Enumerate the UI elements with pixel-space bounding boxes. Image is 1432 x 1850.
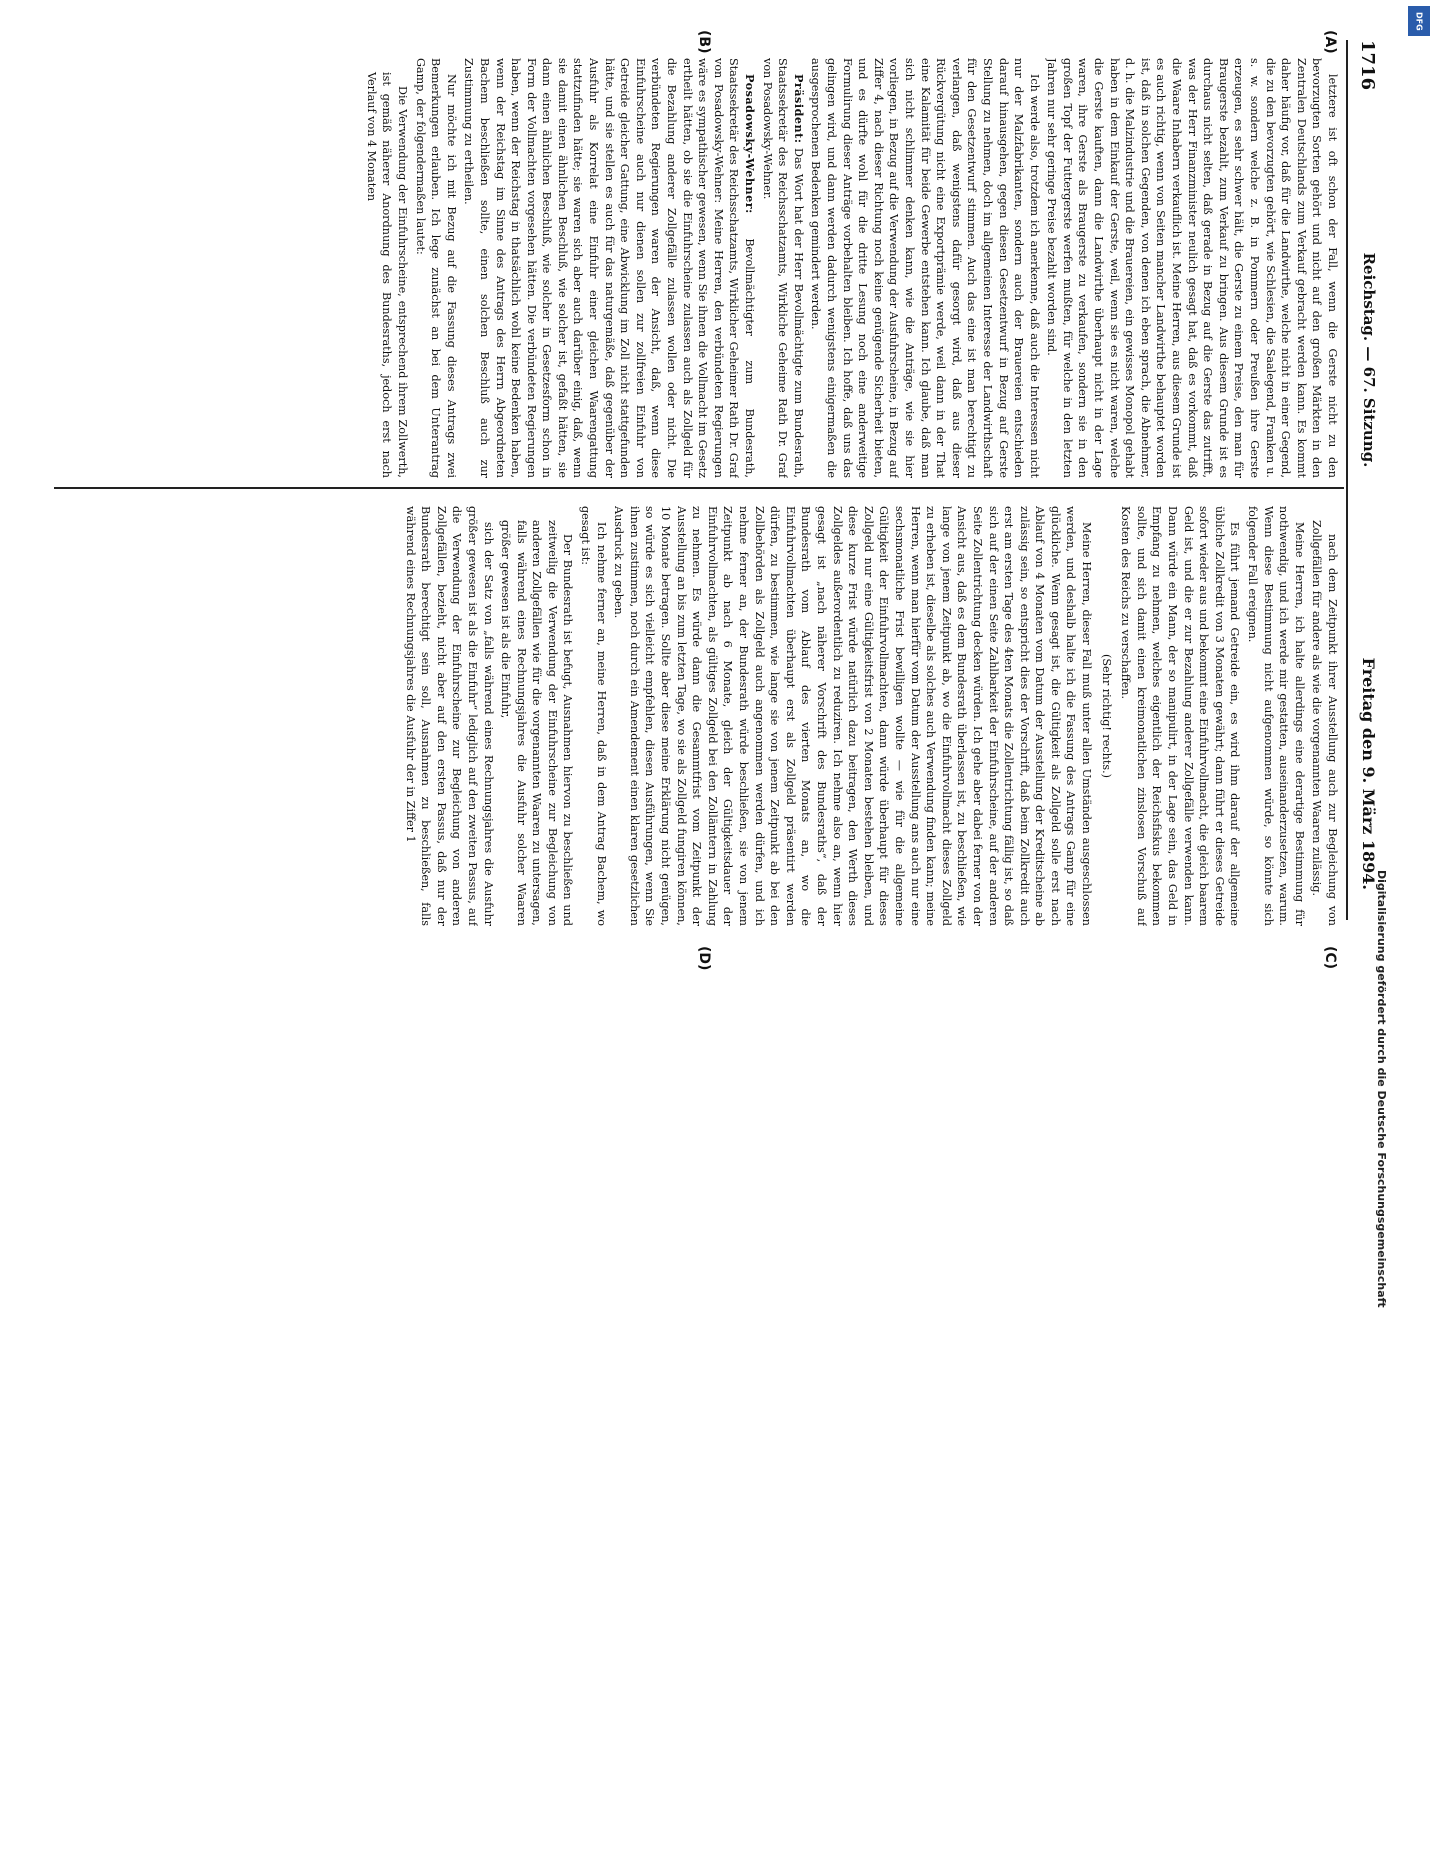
- sitting-date: Freitag den 9. März 1894.: [1359, 657, 1378, 890]
- speaker-name: Posadowsky-Wehner:: [743, 74, 758, 214]
- speaker-name: Präsident:: [791, 74, 806, 144]
- margin-marker-a: (A): [1322, 30, 1338, 54]
- paragraph-text: Die Verwendung der Einfuhrscheine, entsprechend ihrem Zollwerth, ist gemäß näherer Anordnung des Bundesraths, jedoch erst nach Verlauf von 4 Monaten: [364, 72, 409, 478]
- paragraph: [461, 58, 757, 478]
- interjection: [1098, 506, 1114, 926]
- paragraph-text: Ich nehme ferner an, meine Herren, daß in dem Antrag Bachem, wo gesagt ist:: [579, 506, 608, 926]
- paragraph-text: Meine Herren, ich halte allerdings eine derartige Bestimmung für nothwendig, und ich werde mir gestatten, auseinanderzusetzen, warum. Wenn diese Bestimmung nicht aufgenommen würde, so könnte sich folgender Fall ereignen.: [1246, 506, 1306, 926]
- margin-marker-b: (B): [696, 30, 712, 54]
- paragraph: [1044, 58, 1340, 478]
- paragraph: [808, 58, 1042, 478]
- digitization-credit: [1372, 870, 1392, 1850]
- paragraph-text: letztere ist oft schon der Fall, wenn die Gerste nicht zu den bevorzugten Sorten gehört und nicht auf den großen Märkten in den Zentralen Deutschlands zum Verkauf gebracht werden kann. Es kommt daher häufig vor, daß für die Landwirthe, welche nicht in einer Gegend, die zu den bevorzugten gehört, wie Schlesien, die Saalegend, Franken u. s. w. sondern welche z. B. in Pommern oder Preußen ihre Gerste erzeugen, es sehr schwer hält, die Gerste zu einem Preise, den man für Braugerste bezahlt, zum Verkauf zu bringen. Aus diesem Grunde ist es durchaus nicht selten, daß gerade in Bezug auf die Gerste das zutrifft, was der Herr Finanzminister neulich gesagt hat, daß es vorkommt, daß die Waare Inhabern verkauflich ist. Meine Herren, aus diesem Grunde ist es auch richtig, wenn von Seiten mancher Landwirthe behauptet worden ist, daß in solchen Gegenden, von denen ich eben sprach, die Abnehmer, d. h. die Malzindustrie und die Brauereien, ein gewisses Monopol gehabt haben in dem Einkauf der Gerste, weil, wenn sie es nicht waren, welche die Gerste kauften, dann die Landwirthe überhaupt nicht in der Lage waren, ihre Gerste als Braugerste zu verkaufen, sondern sie in den großen Topf der Futtergerste werfen mußten, für welche in den letzten Jahren nur sehr geringe Preise bezahlt worden sind.: [1045, 58, 1339, 478]
- paragraph-text: Nur möchte ich mit Bezug auf die Fassung dieses Antrags zwei Bemerkungen erlauben. Ich lege zunächst an bei dem Unterantrag Gamp, der folgendermaßen lautet:: [413, 58, 458, 478]
- quoted-text: [1309, 520, 1340, 926]
- paragraph: [611, 506, 1094, 926]
- margin-marker-d: (D): [696, 946, 712, 971]
- dfg-logo: DFG: [1408, 6, 1430, 36]
- paragraph-text: nach dem Zeitpunkt ihrer Ausstellung auch zur Begleichung von Zollgefällen für andere als wie die vorgenannten Waaren zulässig.: [1310, 520, 1339, 926]
- paragraph-text: Meine Herren, dieser Fall muß unter allen Umständen ausgeschlossen werden, und deshalb halte ich die Fassung des Antrags Gamp für eine glückliche. Wenn gesagt ist, die Gültigkeit als Zollgeld solle erst nach Ablauf von 4 Monaten vom Datum der Ausstellung der Kreditscheine ab zulässig sein, so entspricht dies der Vorschrift, daß beim Zollkredit auch erst am ersten Tage des 4ten Monats die Zollentrichtung fällig ist, so daß sich auf der einen Seite Zahlbarkeit der Einfuhrscheine, auf der anderen Seite Zollentrichtung decken würden. Ich gehe aber dabei ferner von der Ansicht aus, daß es dem Bundesrath überlassen ist, zu beschließen, wie lange von jenem Zeitpunkt ab, wo die Einfuhrvollmacht dieses Zollgeld zu erheben ist, dieselbe als solches auch Verwendung finden kann; meine Herren, wenn man hierfür vom Datum der Ausstellung ans auch nur eine sechsmonatliche Frist bewilligen wollte — wie für die allgemeine Gültigkeit der Einfuhrvollmachten, dann würde überhaupt für dieses Zollgeld nur eine Gültigkeitsfrist von 2 Monaten bestehen bleiben, und diese kurze Frist würde natürlich dazu beitragen, den Werth dieses Zollgeldes außerordentlich zu reduziren. Ich nehme also an, wenn hier gesagt ist „nach näherer Vorschrift des Bundesraths“, daß der Bundesrath vom Ablauf des vierten Monats an, wo die Einfuhrvollmachten überhaupt erst als Zollgeld präsentirt werden dürfen, zu bestimmen, wie lange sie von jenem Zeitpunkt ab bei den Zollbehörden als Zollgeld auch angenommen werden dürfen, und ich nehme ferner an, der Bundesrath würde beschließen, sie von jenem Zeitpunkt ab nach 6 Monate, gleich der Gültigkeitsdauer der Einfuhrvollmachten, als gültiges Zollgeld bei den Zollämtern in Zahlung zu nehmen. Es würde dann die Gesammtfrist vom Zeitpunkt der Ausstellung an bis zum letzten Tage, wo sie als Zollgeld fungiren können, 10 Monate betragen. Sollte aber diese meine Erklärung nicht genügen, so würde es sich vielleicht empfehlen, diesen Ausführungen, wenn Sie ihnen zustimmen, noch durch ein Amendement einen klaren gesetzlichen Ausdruck zu geben.: [612, 506, 1094, 926]
- paragraph: [402, 506, 496, 926]
- paragraph: [412, 58, 459, 478]
- page-number: 1716: [1357, 40, 1378, 91]
- quoted-text: [498, 520, 576, 926]
- paragraph: [578, 506, 609, 926]
- column-divider: [54, 487, 1344, 489]
- left-text-column: [50, 58, 1340, 478]
- quoted-text: [363, 72, 410, 478]
- paragraph: [1118, 506, 1243, 926]
- margin-marker-c: (C): [1322, 946, 1338, 970]
- paragraph: [759, 58, 806, 478]
- paragraph-text: Das Wort hat der Herr Bevollmächtigte zum Bundesrath, Staatssekretär des Reichsschatzamts, Wirkliche Geheime Rath Dr. Graf von Posadowsky-Wehner.: [760, 58, 805, 478]
- paragraph-text: Ich werde also, trotzdem ich anerkenne, daß auch die Interessen nicht nur der Malzfabrikanten, sondern auch der Brauereien entschieden darauf hinausgehen, gegen diesen Gesetzentwurf in Bezug auf Gerste Stellung zu nehmen, doch im allgemeinen Interesse der Landwirthschaft für den Gesetzentwurf stimmen. Auch das eine ist man berechtigt zu verlangen, daß wenigstens dafür gesorgt wird, daß aus dieser Rückvergütung nicht eine Exportprämie werde, weil dann in der That eine Kalamität für beide Gewerbe entstehen kann. Ich glaube, daß man sich nicht schlimmer denken kann, wie die Anträge, wie sie hier vorliegen, in Bezug auf die Verwendung der Ausfuhrscheine, in Bezug auf Ziffer 4, nach dieser Richtung noch keine genügende Sicherheit bieten, und es dürfte wohl für die dritte Lesung noch eine anderweitige Formulirung dieser Anträge vorbehalten bleiben. Ich hoffe, daß uns das gelingen wird, und dann werden dadurch wenigstens einigermaßen die ausgesprochenen Bedenken gemindert werden.: [809, 58, 1041, 478]
- paragraph-text: sich der Satz von „falls während eines Rechnungsjahres die Ausfuhr größer gewesen ist als die Einfuhr“ lediglich auf den zweiten Passus, auf die Verwendung der Einfuhrscheine zur Begleichung von anderen Zollgefällen, bezieht, nicht aber auf den ersten Passus, daß nur der Bundesrath berechtigt sein soll, Ausnahmen zu beschließen, falls während eines Rechnungsjahres die Ausfuhr der in Ziffer 1: [403, 506, 495, 926]
- header-rule: [1346, 40, 1348, 920]
- paragraph-text: Der Bundesrath ist befugt, Ausnahmen hiervon zu beschließen und zeitweilig die Verwendung der Einfuhrscheine zur Begleichung von anderen Zollgefällen wie für die vorgenannten Waaren zu untersagen, falls während eines Rechnungsjahres die Ausfuhr solcher Waaren größer gewesen ist als die Einfuhr,: [499, 520, 575, 926]
- paragraph-text: (Sehr richtig! rechts.): [1099, 653, 1113, 779]
- right-text-column: [50, 506, 1340, 926]
- session-title: Reichstag. — 67. Sitzung.: [1360, 252, 1378, 468]
- paragraph-text: Bevollmächtigter zum Bundesrath, Staatssekretär des Reichsschatzamts, Wirklicher Geheimer Rath Dr. Graf von Posadowsky-Wehner: Meine Herren, den verbündeten Regierungen wäre es sympathischer gewesen, wenn Sie ihnen die Vollmacht im Gesetz ertheilt hätten, ob sie die Einfuhrscheine zulassen auch als Zollgeld für die Bezahlung anderer Zollgefälle zulassen wollen oder nicht. Die verbündeten Regierungen waren der Ansicht, daß, wenn diese Einfuhrscheine auch nur dienen sollen zur zollfreien Einfuhr von Getreide gleicher Gattung, eine Abwicklung im Zoll nicht stattgefunden hätte, und sie stellen es auch für das naturgemäße, daß gegenüber der Ausfuhr als Korrelat eine Einfuhr einer gleichen Waarengattung stattzufinden hätte; sie waren sich aber auch darüber einig, daß, wenn sie damit einen ähnlichen Beschluß, wie solcher ist, gefaßt hätten, sie dann einen ähnlichen Beschluß, wie solcher in Gesetzesform schon in Form der Vollmachten vorgesehen hätten. Die verbündeten Regierungen haben, wenn der Reichstag in thatsächlich wohl keine Bedenken haben, wenn der Reichstag im Sinne des Antrags des Herrn Abgeordneten Bachem beschließen sollte, einen solchen Beschluß auch zur Zustimmung zu ertheilen.: [462, 58, 757, 478]
- paragraph: [1244, 506, 1306, 926]
- running-head: [1352, 40, 1378, 960]
- credit-text: Digitalisierung gefördert durch die Deutsche Forschungsgemeinschaft: [1375, 870, 1388, 1308]
- paragraph-text: Es führt jemand Getreide ein, es wird ihm darauf der allgemeine übliche Zollkredit von 3 Monaten gewährt; dann führt er dieses Getreide sofort wieder aus und bekommt eine Einfuhrvollmacht, die gleich baarem Geld ist, und die er zur Bezahlung anderer Zollgefälle verwenden kann. Dann würde ein Mann, der so manipulirt, in der Lage sein, das Geld in Empfang zu nehmen, welches eigentlich der Reichsfiskus bekommen sollte, und sich damit einen kreimonatlichen zinslosen Vorschuß auf Kosten des Reichs zu verschaffen.: [1119, 506, 1242, 926]
